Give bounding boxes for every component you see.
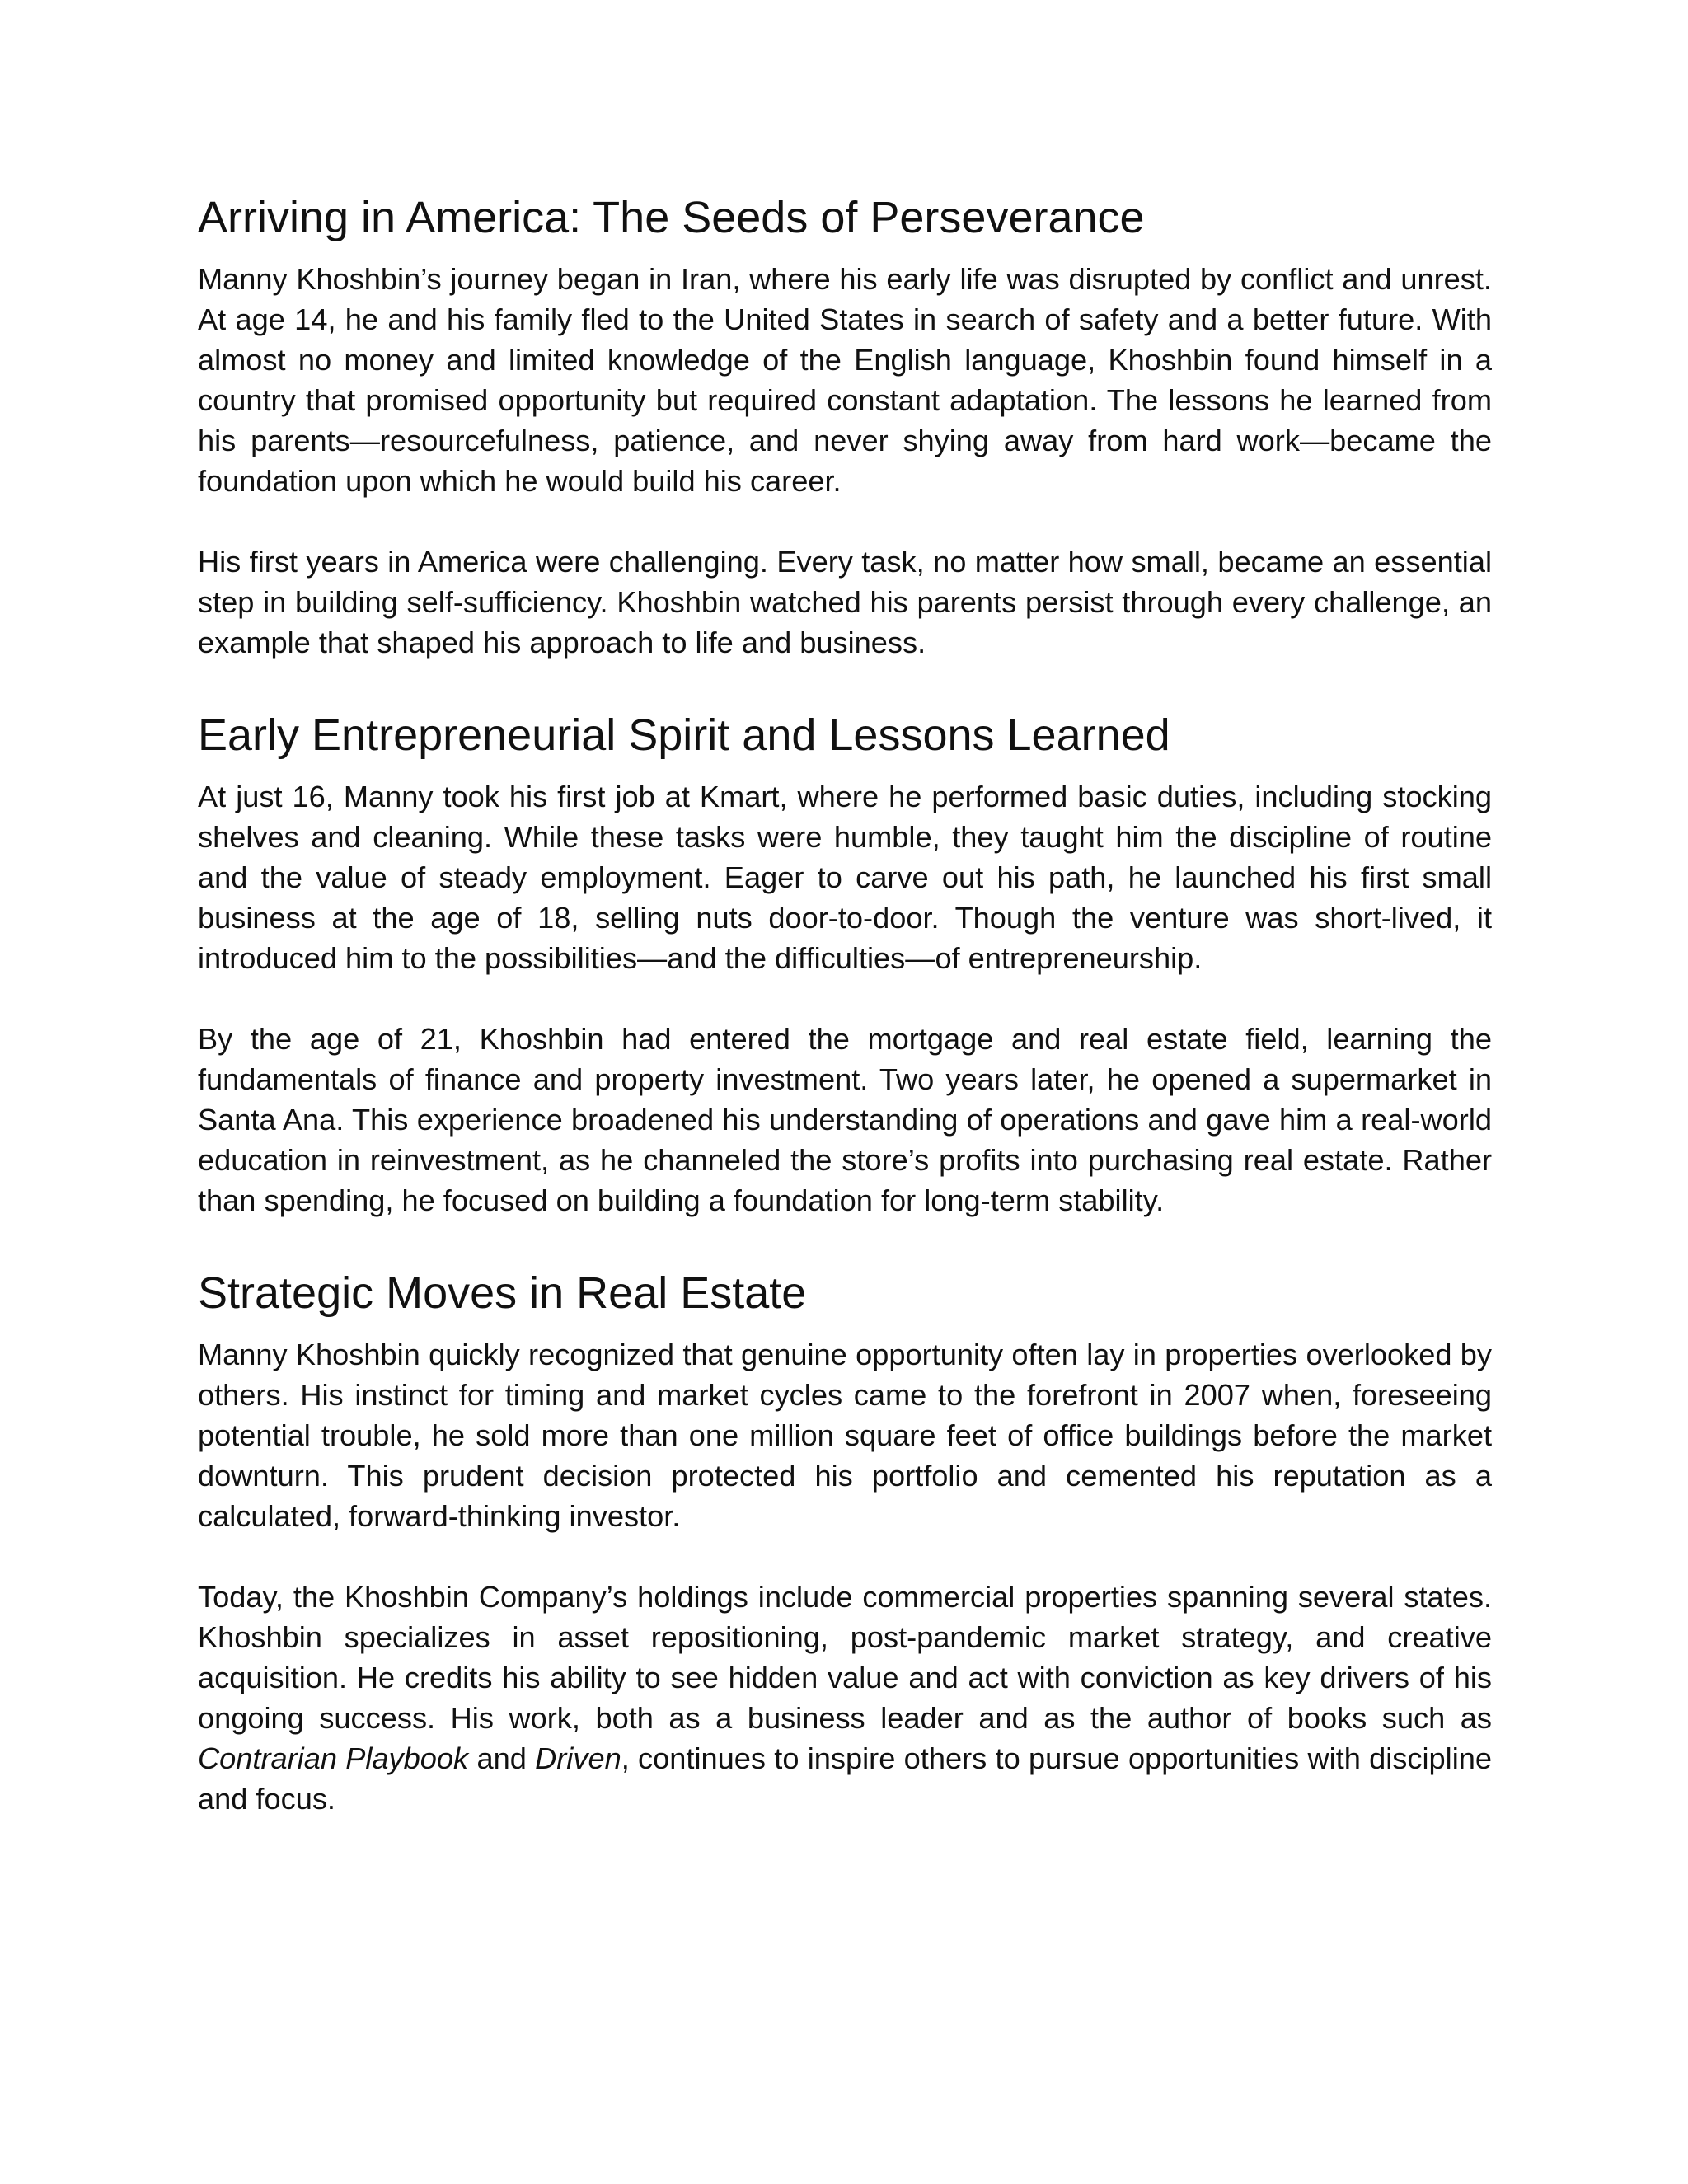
body-paragraph: At just 16, Manny took his first job at Kmart, where he performed basic duties, including stocking shelves and cleaning. While these tasks were humble, they taught him the discipline of routine and the value of steady employment. Eager to carve out his path, he launched his first small business at the age of 18, selling nuts door-to-door. Though the venture was short-lived, it introduced him to the possibilities—and the difficulties—of entrepreneurship. [198,780,1492,975]
document-page [198,191,1492,1819]
paragraph-text: and [468,1741,536,1775]
section-heading: Early Entrepreneurial Spirit and Lessons Learned [198,710,1170,760]
section-strategic-moves [198,1267,1492,1819]
section-heading: Arriving in America: The Seeds of Perseverance [198,193,1145,242]
book-title-contrarian-playbook: Contrarian Playbook [198,1741,469,1775]
body-paragraph: Manny Khoshbin’s journey began in Iran, where his early life was disrupted by conflict and unrest. At age 14, he and his family fled to the United States in search of safety and a better future. With almost no money and limited knowledge of the English language, Khoshbin found himself in a country that promised opportunity but required constant adaptation. The lessons he learned from his parents—resourcefulness, patience, and never shying away from hard work—became the foundation upon which he would build his career. [198,262,1492,498]
section-arriving-in-america [198,191,1492,663]
section-heading: Strategic Moves in Real Estate [198,1268,807,1318]
body-paragraph: His first years in America were challenging. Every task, no matter how small, became an essential step in building self-sufficiency. Khoshbin watched his parents persist through every challenge, an example that shaped his approach to life and business. [198,545,1492,659]
body-paragraph-with-book-titles [198,1577,1492,1819]
body-paragraph: Manny Khoshbin quickly recognized that genuine opportunity often lay in properties overlooked by others. His instinct for timing and market cycles came to the forefront in 2007 when, foreseeing potential trouble, he sold more than one million square feet of office buildings before the market downturn. This prudent decision protected his portfolio and cemented his reputation as a calculated, forward-thinking investor. [198,1338,1492,1533]
book-title-driven: Driven [535,1741,621,1775]
paragraph-text: , continues to inspire others to pursue opportunities with discipline and focus. [198,1741,1492,1816]
body-paragraph: By the age of 21, Khoshbin had entered the mortgage and real estate field, learning the fundamentals of finance and property investment. Two years later, he opened a supermarket in Santa Ana. This experience broadened his understanding of operations and gave him a real-world education in reinvestment, as he channeled the store’s profits into purchasing real estate. Rather than spending, he focused on building a foundation for long-term stability. [198,1022,1492,1217]
section-early-entrepreneurial-spirit [198,709,1492,1221]
paragraph-text: Today, the Khoshbin Company’s holdings include commercial properties spanning several states. Khoshbin specializes in asset repositioning, post-pandemic market strategy, and creative acquisition. He credits his ability to see hidden value and act with conviction as key drivers of his ongoing success. His work, both as a business leader and as the author of books such as [198,1580,1492,1735]
